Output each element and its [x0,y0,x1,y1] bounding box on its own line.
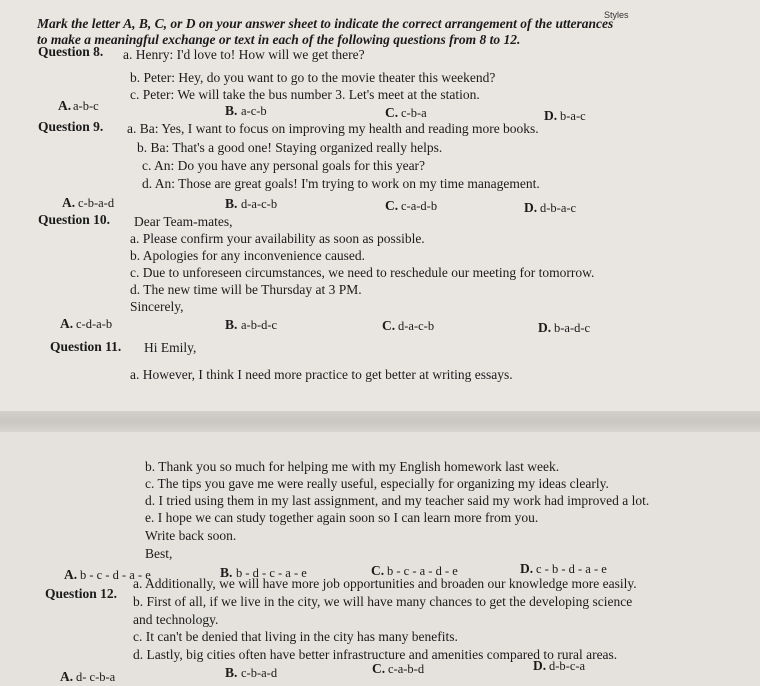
question-11-closing-2: Best, [145,546,173,561]
question-11-greeting: Hi Emily, [144,340,197,355]
question-9-option-c-letter: C. [385,198,399,213]
question-11-line-d: d. I tried using them in my last assignment, and my teacher said my work had improved a lot. [145,493,650,508]
question-10-option-b: a-b-d-c [241,318,278,332]
question-12-label: Question 12. [45,586,118,601]
question-8-option-d: b-a-c [560,109,586,123]
question-12-line-c: c. It can't be denied that living in the city has many benefits. [133,629,458,644]
question-11-option-b: b - d - c - a - e [236,566,307,580]
question-12-line-b-cont: and technology. [133,612,219,627]
question-11-line-c: c. The tips you gave me were really useful, especially for organizing my ideas clearly. [145,476,609,491]
question-10-greeting: Dear Team-mates, [134,214,233,229]
question-8-option-c-letter: C. [385,105,399,120]
question-10-closing: Sincerely, [130,299,184,314]
worksheet-bottom-section [0,432,760,686]
question-9-option-a: c-b-a-d [78,196,115,210]
question-10-option-b-letter: B. [225,317,238,332]
question-10-option-c: d-a-c-b [398,319,435,333]
question-10-option-a-letter: A. [60,316,74,331]
question-11-option-d: c - b - d - a - e [536,562,607,576]
instruction-line-1: Mark the letter A, B, C, or D on your answer sheet to indicate the correct arrangement of the utterances [37,16,614,31]
question-9-line-c: c. An: Do you have any personal goals for this year? [142,158,426,173]
question-10-option-a: c-d-a-b [76,317,113,331]
question-11-label: Question 11. [50,339,122,354]
question-9-option-b: d-a-c-b [241,197,278,211]
question-10-line-b: b. Apologies for any inconvenience caused. [130,248,366,263]
question-12-line-a: a. Additionally, we will have more job opportunities and broaden our knowledge more easily. [133,576,637,591]
question-12-option-a-letter: A. [60,669,74,684]
question-10-option-d-letter: D. [538,320,552,335]
question-11-line-a: a. However, I think I need more practice to get better at writing essays. [130,367,513,382]
question-10-line-a: a. Please confirm your availability as soon as possible. [130,231,425,246]
styles-label: Styles [604,10,629,20]
question-9-line-d: d. An: Those are great goals! I'm trying to work on my time management. [142,176,540,191]
question-11-option-d-letter: D. [520,561,534,576]
question-12-line-d: d. Lastly, big cities often have better infrastructure and amenities compared to rural areas. [133,647,618,662]
question-12-option-b-letter: B. [225,665,238,680]
question-8-line-b: b. Peter: Hey, do you want to go to the movie theater this weekend? [130,70,496,85]
question-8-option-b-letter: B. [225,103,238,118]
question-8-option-a-letter: A. [58,98,72,113]
question-11-option-b-letter: B. [220,565,233,580]
question-9-option-d: d-b-a-c [540,201,577,215]
question-8-option-b: a-c-b [241,104,267,118]
question-12-line-b: b. First of all, if we live in the city, we will have many chances to get the developing science [133,594,633,609]
question-9-option-d-letter: D. [524,200,538,215]
question-9-option-b-letter: B. [225,196,238,211]
question-9-option-a-letter: A. [62,195,76,210]
question-11-option-c: b - c - a - d - e [387,564,458,578]
question-10-label: Question 10. [38,212,111,227]
question-9-line-a: a. Ba: Yes, I want to focus on improving my health and reading more books. [127,121,539,136]
question-12-option-b: c-b-a-d [241,666,278,680]
question-11-line-e: e. I hope we can study together again soon so I can learn more from you. [145,510,539,525]
question-8-label: Question 8. [38,44,104,59]
question-8-line-c: c. Peter: We will take the bus number 3. Let's meet at the station. [130,87,480,102]
question-11-option-a-letter: A. [64,567,78,582]
question-11-option-c-letter: C. [371,563,385,578]
question-8-option-c: c-b-a [401,106,427,120]
question-12-option-a: d- c-b-a [76,670,116,684]
question-9-label: Question 9. [38,119,104,134]
question-9-line-b: b. Ba: That's a good one! Staying organized really helps. [137,140,443,155]
question-8-line-a: a. Henry: I'd love to! How will we get there? [123,47,365,62]
question-10-option-d: b-a-d-c [554,321,591,335]
question-10-option-c-letter: C. [382,318,396,333]
instruction-line-2: to make a meaningful exchange or text in each of the following questions from 8 to 12. [37,32,521,47]
question-12-option-d-letter: D. [533,658,547,673]
question-9-option-c: c-a-d-b [401,199,438,213]
question-11-closing-1: Write back soon. [145,528,237,543]
question-10-line-d: d. The new time will be Thursday at 3 PM. [130,282,362,297]
question-11-option-a: b - c - d - a - e [80,568,151,582]
question-12-option-c-letter: C. [372,661,386,676]
question-12-option-c: c-a-b-d [388,662,425,676]
question-8-option-d-letter: D. [544,108,558,123]
page-break [0,411,760,432]
question-10-line-c: c. Due to unforeseen circumstances, we need to reschedule our meeting for tomorrow. [130,265,595,280]
question-12-option-d: d-b-c-a [549,659,586,673]
question-8-option-a: a-b-c [73,99,99,113]
question-11-line-b: b. Thank you so much for helping me with my English homework last week. [145,459,560,474]
